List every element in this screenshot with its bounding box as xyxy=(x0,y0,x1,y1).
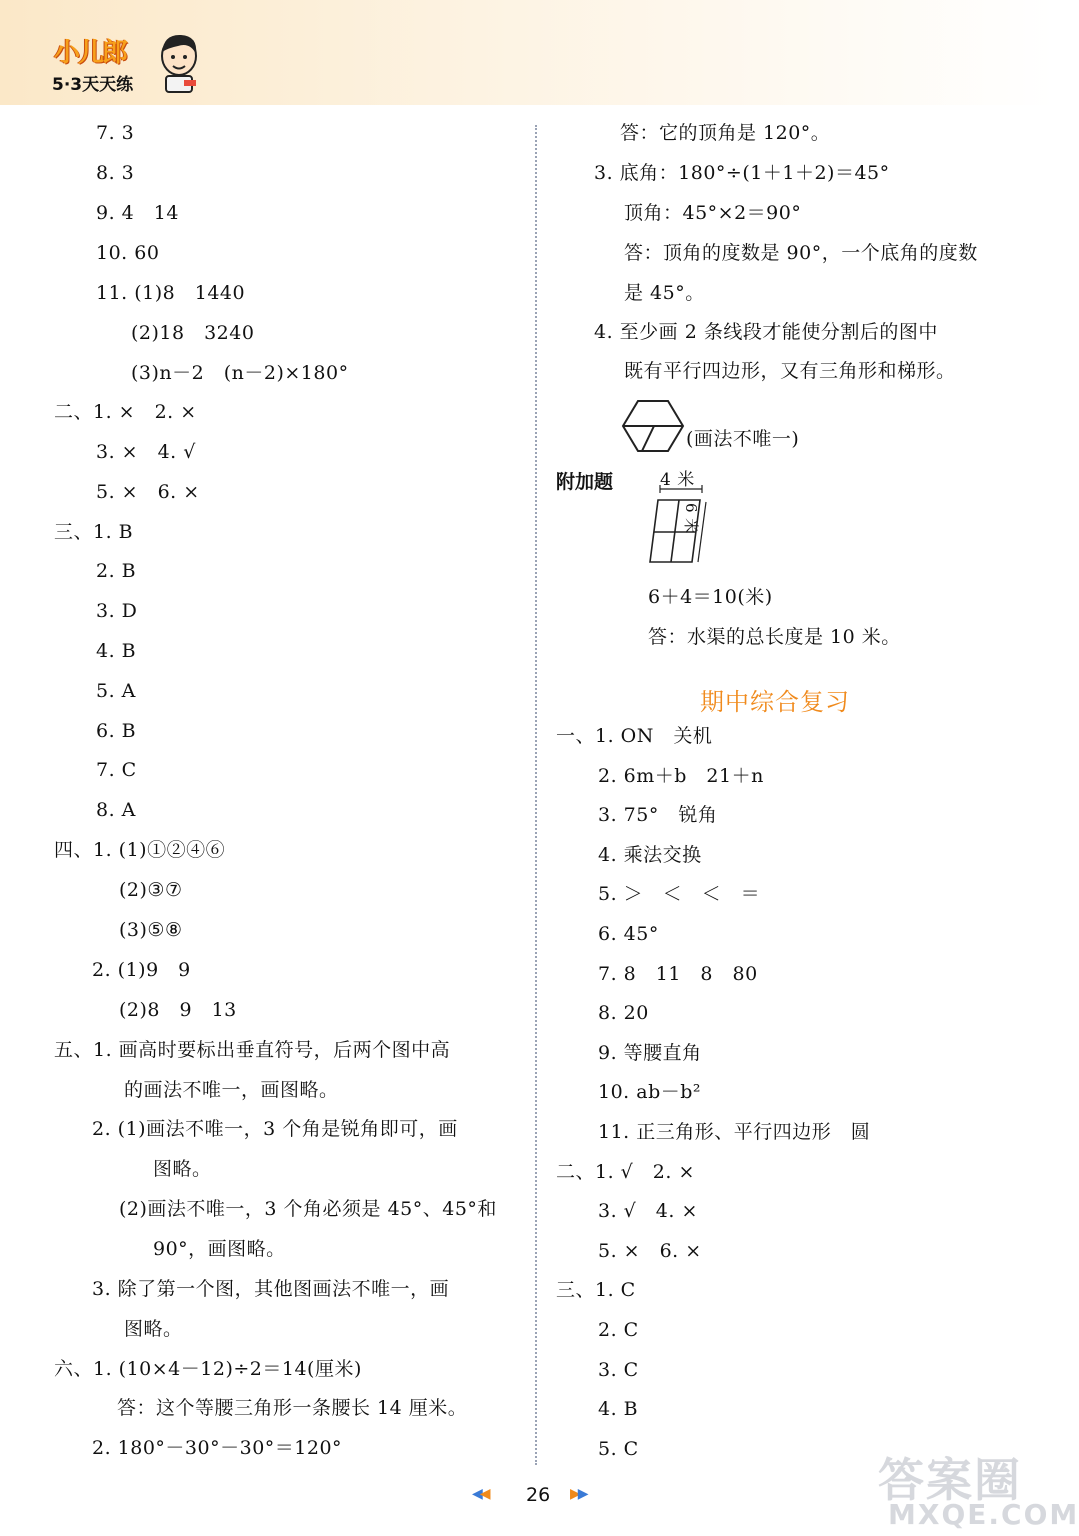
answer-line: 8. A xyxy=(96,799,136,821)
figure-side-label: 6 米 xyxy=(682,503,700,534)
answer-line: 3. C xyxy=(598,1359,639,1381)
answer-line: 9. 4 14 xyxy=(96,202,179,224)
answer-line: 4. 乘法交换 xyxy=(598,844,702,866)
answer-line: 3. D xyxy=(96,600,138,622)
answer-line: 3. 75° 锐角 xyxy=(598,804,718,826)
answer-line: 2. (1)画法不唯一，3 个角是锐角即可，画 xyxy=(92,1118,458,1140)
answer-line: 3. × 4. √ xyxy=(96,441,196,463)
answer-line: 2. 6m＋b 21＋n xyxy=(598,765,764,787)
answer-line: 6. B xyxy=(96,720,137,742)
page-number: 26 xyxy=(526,1484,551,1506)
answer-line: (2)8 9 13 xyxy=(119,999,237,1021)
answer-line: 图略。 xyxy=(124,1318,183,1340)
answer-line: 3. 底角：180°÷(1＋1＋2)＝45° xyxy=(594,162,890,184)
answer-line: 3. √ 4. × xyxy=(598,1200,698,1222)
section-line: 二、1. × 2. × xyxy=(54,401,197,423)
brand-logo xyxy=(44,28,204,98)
answer-line: (2)18 3240 xyxy=(131,322,255,344)
answer-line: 5. ＞ ＜ ＜ ＝ xyxy=(598,883,761,905)
answer-line: 5. × 6. × xyxy=(598,1240,702,1262)
answer-line: (2)画法不唯一，3 个角必须是 45°、45°和 xyxy=(119,1198,497,1220)
answer-line: (3)⑤⑧ xyxy=(119,919,183,941)
answer-line: (2)③⑦ xyxy=(119,879,183,901)
figure-top-label: 4 米 xyxy=(660,470,695,490)
boy-mascot-icon xyxy=(154,30,204,94)
section-line: 六、1. (10×4－12)÷2＝14(厘米) xyxy=(54,1358,362,1380)
column-divider xyxy=(535,125,537,1465)
answer-line: 5. A xyxy=(96,680,136,702)
answer-line: 既有平行四边形，又有三角形和梯形。 xyxy=(624,360,956,382)
section-line: 二、1. √ 2. × xyxy=(556,1161,695,1183)
answer-line: 顶角：45°×2＝90° xyxy=(624,202,802,224)
answer-line: 8. 20 xyxy=(598,1002,649,1024)
answer-line: 是 45°。 xyxy=(624,282,705,304)
answer-line: 答：这个等腰三角形一条腰长 14 厘米。 xyxy=(117,1397,468,1419)
answer-line: 答：顶角的度数是 90°，一个底角的度数 xyxy=(624,242,978,264)
answer-line: 10. 60 xyxy=(96,242,160,264)
answer-line: 2. C xyxy=(598,1319,639,1341)
bonus-label: 附加题 xyxy=(556,471,614,493)
answer-line: 11. 正三角形、平行四边形 圆 xyxy=(598,1121,871,1143)
answer-line: 5. × 6. × xyxy=(96,481,200,503)
answer-line: 3. 除了第一个图，其他图画法不唯一，画 xyxy=(92,1278,450,1300)
answer-line: 2. 180°－30°－30°＝120° xyxy=(92,1437,343,1459)
section-line: 五、1. 画高时要标出垂直符号，后两个图中高 xyxy=(54,1039,451,1061)
figure-note: (画法不唯一) xyxy=(686,428,800,450)
section-line: 三、1. C xyxy=(556,1279,636,1301)
watermark-url: MXQE.COM xyxy=(888,1498,1079,1531)
answer-line: 7. 3 xyxy=(96,122,135,144)
canal-field-figure xyxy=(640,484,720,568)
watermark-text: 答案圈 xyxy=(878,1453,1022,1507)
answer-line: 图略。 xyxy=(153,1158,212,1180)
answer-line: 答：水渠的总长度是 10 米。 xyxy=(648,626,901,648)
answer-line: 6＋4＝10(米) xyxy=(648,586,773,608)
section-line: 一、1. ON 关机 xyxy=(556,725,713,747)
prev-page-arrow-icon[interactable]: ◀◀ xyxy=(472,1486,488,1502)
answer-line: 11. (1)8 1440 xyxy=(96,282,246,304)
answer-line: 6. 45° xyxy=(598,923,659,945)
answer-line: 7. C xyxy=(96,759,137,781)
hexagon-division-figure xyxy=(620,398,686,454)
answer-line: 4. B xyxy=(96,640,137,662)
section-line: 三、1. B xyxy=(54,521,134,543)
answer-line: 答：它的顶角是 120°。 xyxy=(620,122,831,144)
section-title: 期中综合复习 xyxy=(700,688,850,716)
watermark xyxy=(868,1444,1079,1532)
answer-line: 10. ab－b² xyxy=(598,1081,702,1103)
answer-line: 90°，画图略。 xyxy=(153,1238,286,1260)
answer-line: (3)n－2 (n－2)×180° xyxy=(131,362,349,384)
answer-line: 7. 8 11 8 80 xyxy=(598,963,758,985)
brand-name: 小儿郎 xyxy=(54,38,127,68)
answer-line: 8. 3 xyxy=(96,162,135,184)
answer-line: 9. 等腰直角 xyxy=(598,1042,702,1064)
series-name: 5·3天天练 xyxy=(52,75,134,95)
answer-line: 4. 至少画 2 条线段才能使分割后的图中 xyxy=(594,321,938,343)
answer-line: 4. B xyxy=(598,1398,639,1420)
next-page-arrow-icon[interactable]: ▶▶ xyxy=(570,1486,586,1502)
answer-line: 5. C xyxy=(598,1438,639,1460)
section-line: 四、1. (1)①②④⑥ xyxy=(54,839,226,861)
answer-line: 的画法不唯一，画图略。 xyxy=(124,1079,339,1101)
answer-line: 2. B xyxy=(96,560,137,582)
answer-line: 2. (1)9 9 xyxy=(92,959,191,981)
